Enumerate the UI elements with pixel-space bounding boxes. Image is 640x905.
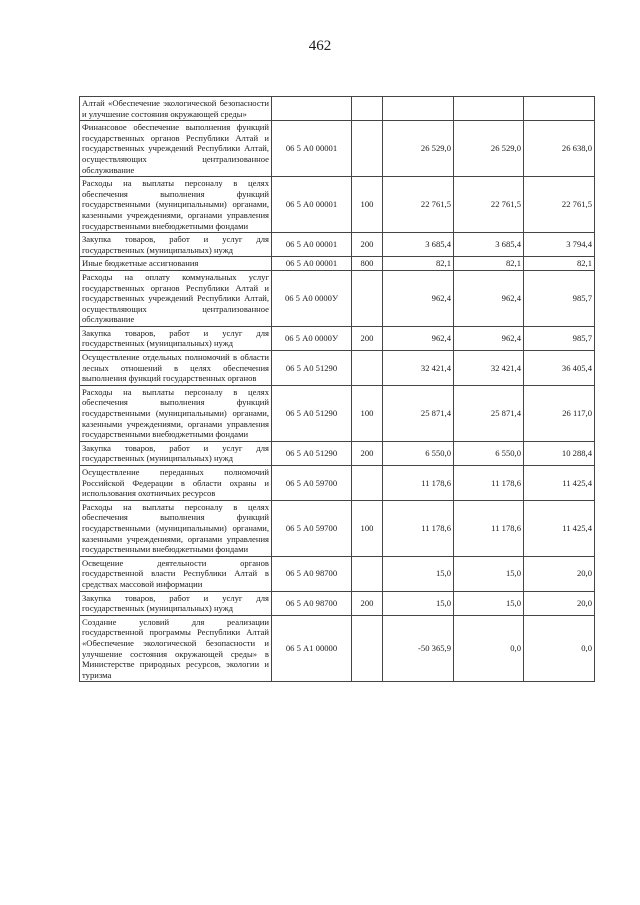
row-expense-type [352,556,383,591]
table-row [80,233,595,257]
row-amount-1: 3 685,4 [383,233,454,257]
row-expense-type: 100 [352,385,383,441]
row-amount-2: 15,0 [454,556,524,591]
row-amount-3: 0,0 [524,615,595,682]
row-amount-2: 11 178,6 [454,500,524,556]
table-row [80,466,595,501]
row-amount-2: 26 529,0 [454,121,524,177]
row-description: Закупка товаров, работ и услуг для государственных (муниципальных) нужд [80,591,272,615]
row-amount-2: 6 550,0 [454,441,524,465]
row-expense-type: 200 [352,326,383,350]
row-amount-3: 10 288,4 [524,441,595,465]
row-expense-type: 100 [352,177,383,233]
row-amount-1: 26 529,0 [383,121,454,177]
row-amount-2: 11 178,6 [454,466,524,501]
row-amount-1: 32 421,4 [383,351,454,386]
row-target-code: 06 5 А0 59700 [272,466,352,501]
row-amount-1: 962,4 [383,270,454,326]
row-amount-3: 26 117,0 [524,385,595,441]
row-target-code: 06 5 А0 51290 [272,351,352,386]
table-row [80,97,595,121]
row-description: Алтай «Обеспечение экологической безопасности и улучшение состояния окружающей среды» [80,97,272,121]
row-target-code: 06 5 А0 00001 [272,121,352,177]
row-target-code: 06 5 А0 00001 [272,177,352,233]
row-amount-3: 22 761,5 [524,177,595,233]
table-row [80,270,595,326]
row-target-code: 06 5 А0 98700 [272,556,352,591]
row-expense-type: 100 [352,500,383,556]
row-expense-type [352,351,383,386]
row-target-code: 06 5 А0 0000У [272,270,352,326]
row-target-code: 06 5 А0 51290 [272,385,352,441]
row-amount-1: 15,0 [383,556,454,591]
row-description: Расходы на выплаты персоналу в целях обеспечения выполнения функций государственными (муниципальными) органами, казенными учреждениями, органами управления государственными внебюджетными фондами [80,177,272,233]
row-amount-3: 20,0 [524,556,595,591]
table-row [80,556,595,591]
row-amount-1: 6 550,0 [383,441,454,465]
row-amount-2: 15,0 [454,591,524,615]
row-amount-1: 15,0 [383,591,454,615]
row-expense-type [352,615,383,682]
row-amount-1: 25 871,4 [383,385,454,441]
row-amount-2: 962,4 [454,326,524,350]
row-amount-3: 985,7 [524,326,595,350]
row-amount-3: 20,0 [524,591,595,615]
row-expense-type [352,270,383,326]
budget-table-body [80,97,595,682]
row-amount-3: 36 405,4 [524,351,595,386]
page-number: 462 [308,38,332,54]
table-row [80,591,595,615]
row-expense-type [352,121,383,177]
row-amount-3: 3 794,4 [524,233,595,257]
row-amount-1: 962,4 [383,326,454,350]
row-description: Расходы на выплаты персоналу в целях обеспечения выполнения функций государственными (муниципальными) органами, казенными учреждениями, органами управления государственными внебюджетными фондами [80,385,272,441]
budget-table [79,96,595,682]
row-amount-1: 22 761,5 [383,177,454,233]
row-amount-3: 985,7 [524,270,595,326]
row-description: Освещение деятельности органов государственной власти Республики Алтай в средствах массовой информации [80,556,272,591]
row-expense-type [352,97,383,121]
row-description: Создание условий для реализации государственной программы Республики Алтай «Обеспечение экологической безопасности и улучшение состояния окружающей среды» в Министерстве природных ресурсов, экологии и туризма [80,615,272,682]
table-row [80,351,595,386]
table-row [80,121,595,177]
row-amount-3: 11 425,4 [524,466,595,501]
row-expense-type: 800 [352,257,383,271]
row-amount-1: 11 178,6 [383,466,454,501]
row-expense-type [352,466,383,501]
row-target-code: 06 5 А0 00001 [272,257,352,271]
table-row [80,177,595,233]
row-target-code: 06 5 А0 59700 [272,500,352,556]
row-amount-2: 82,1 [454,257,524,271]
row-amount-3: 82,1 [524,257,595,271]
row-target-code [272,97,352,121]
row-description: Иные бюджетные ассигнования [80,257,272,271]
row-amount-1: 82,1 [383,257,454,271]
row-description: Закупка товаров, работ и услуг для государственных (муниципальных) нужд [80,233,272,257]
row-target-code: 06 5 А1 00000 [272,615,352,682]
table-row [80,385,595,441]
row-amount-2 [454,97,524,121]
table-row [80,257,595,271]
table-row [80,441,595,465]
row-target-code: 06 5 А0 00001 [272,233,352,257]
row-description: Осуществление переданных полномочий Российской Федерации в области охраны и использования охотничьих ресурсов [80,466,272,501]
row-description: Закупка товаров, работ и услуг для государственных (муниципальных) нужд [80,326,272,350]
row-amount-2: 0,0 [454,615,524,682]
row-amount-1 [383,97,454,121]
table-row [80,500,595,556]
row-amount-2: 22 761,5 [454,177,524,233]
row-expense-type: 200 [352,441,383,465]
table-row [80,615,595,682]
row-amount-1: -50 365,9 [383,615,454,682]
row-amount-2: 32 421,4 [454,351,524,386]
row-expense-type: 200 [352,233,383,257]
row-amount-3: 11 425,4 [524,500,595,556]
row-target-code: 06 5 А0 0000У [272,326,352,350]
row-description: Осуществление отдельных полномочий в области лесных отношений в целях обеспечения выполнения функций государственных органов [80,351,272,386]
row-amount-3: 26 638,0 [524,121,595,177]
row-expense-type: 200 [352,591,383,615]
row-description: Финансовое обеспечение выполнения функций государственных органов Республики Алтай и государственных учреждений Республики Алтай, осуществляющих централизованное обслуживание [80,121,272,177]
row-amount-3 [524,97,595,121]
row-amount-2: 962,4 [454,270,524,326]
row-description: Расходы на оплату коммунальных услуг государственных органов Республики Алтай и государственных учреждений Республики Алтай, осуществляющих централизованное обслуживание [80,270,272,326]
row-target-code: 06 5 А0 51290 [272,441,352,465]
row-amount-1: 11 178,6 [383,500,454,556]
row-target-code: 06 5 А0 98700 [272,591,352,615]
row-amount-2: 3 685,4 [454,233,524,257]
row-description: Расходы на выплаты персоналу в целях обеспечения выполнения функций государственными (муниципальными) органами, казенными учреждениями, органами управления государственными внебюджетными фондами [80,500,272,556]
table-row [80,326,595,350]
row-amount-2: 25 871,4 [454,385,524,441]
row-description: Закупка товаров, работ и услуг для государственных (муниципальных) нужд [80,441,272,465]
